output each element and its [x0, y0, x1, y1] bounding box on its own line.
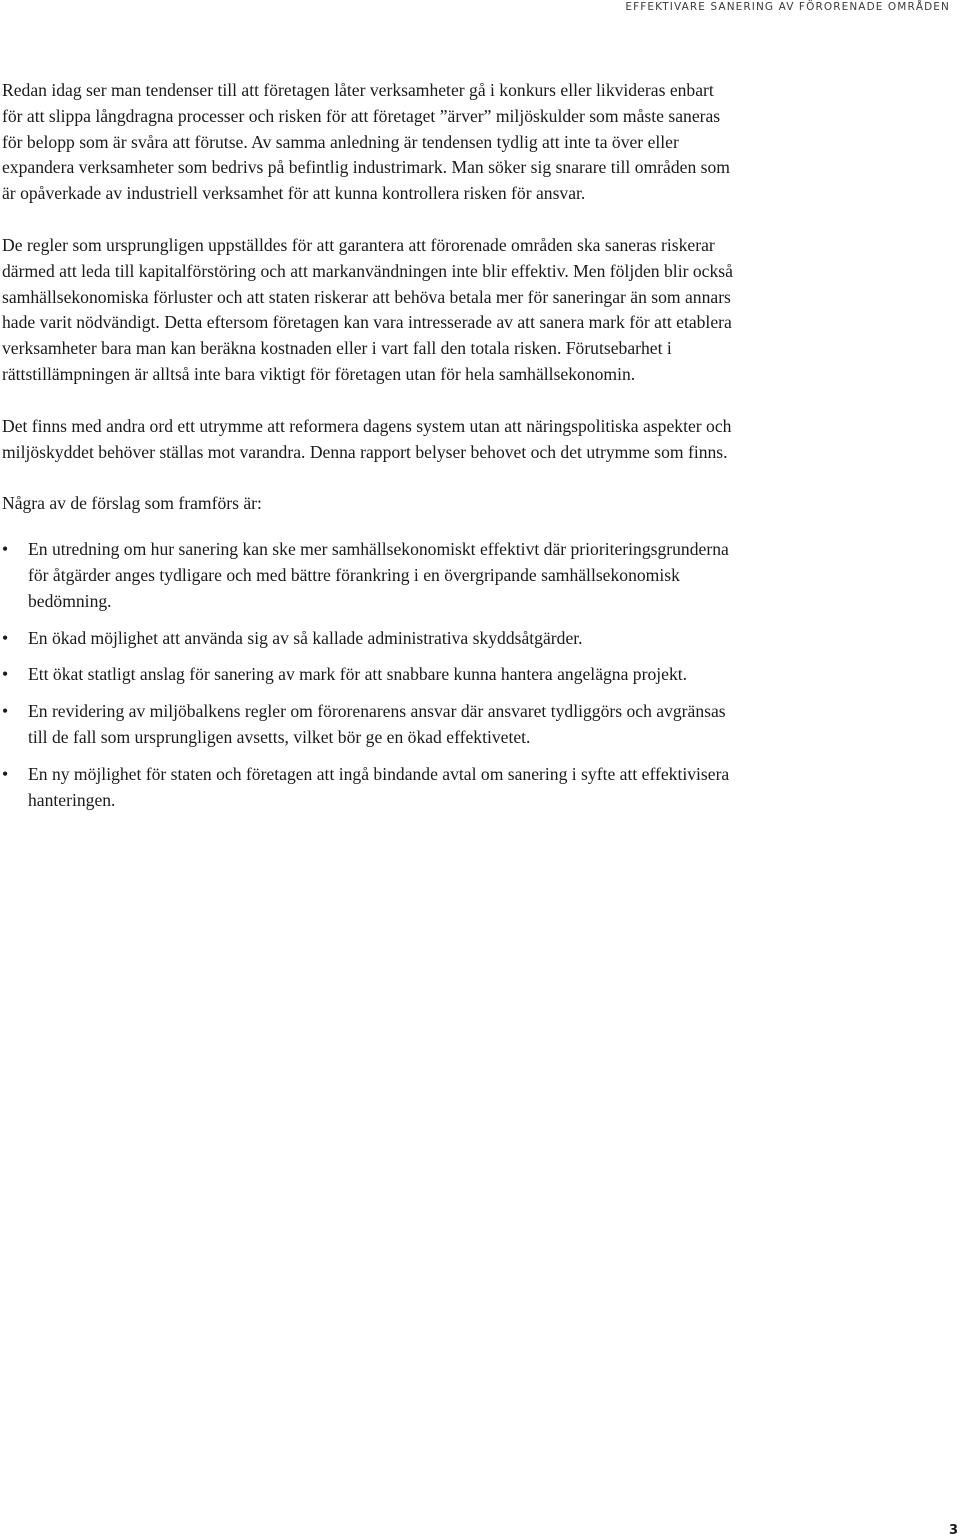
- page-number: 3: [948, 1523, 958, 1538]
- bullet-icon: •: [2, 627, 9, 648]
- list-item-text: En revidering av miljöbalkens regler om förorenarens ansvar där ansvaret tydliggörs och avgränsas till de fall som ursprungligen avsetts, vilket bör ge en ökad effektivetet.: [28, 701, 726, 747]
- list-item-text: En ökad möjlighet att använda sig av så kallade administrativa skyddsåtgärder.: [28, 627, 583, 648]
- page-body: [2, 78, 737, 824]
- list-item-text: En utredning om hur sanering kan ske mer samhällsekonomiskt effektivt där prioriteringsgrunderna för åtgärder anges tydligare och med bättre förankring i en övergripande samhällsekonomisk bedömning.: [28, 539, 729, 611]
- proposal-list: [2, 537, 737, 813]
- bullet-icon: •: [2, 539, 9, 560]
- list-item-text: En ny möjlighet för staten och företagen att ingå bindande avtal om sanering i syfte att effektivisera hanteringen.: [28, 763, 730, 810]
- bullet-icon: •: [2, 701, 9, 722]
- list-item-text: Ett ökat statligt anslag för sanering av mark för att snabbare kunna hantera angelägna projekt.: [28, 664, 688, 685]
- body-paragraph: De regler som ursprungligen uppställdes för att garantera att förorenade områden ska saneras riskerar därmed att leda till kapitalförstöring och att markanvändningen inte blir effektiv. Men följden blir också samhällsekonomiska förluster och att staten riskerar att behöva betala mer för saneringar än som annars hade varit nödvändigt. Detta eftersom företagen kan vara intresserade av att sanera mark för att etablera verksamheter bara man kan beräkna kostnaden eller i vart fall den totala risken. Förutsebarhet i rättstillämpningen är alltså inte bara viktigt för företagen utan för hela samhällsekonomin.: [2, 234, 733, 384]
- body-paragraph: Det finns med andra ord ett utrymme att reformera dagens system utan att näringspolitiska aspekter och miljöskyddet behöver ställas mot varandra. Denna rapport belyser behovet och det utrymme som finns.: [2, 415, 732, 462]
- list-item: [2, 762, 737, 814]
- list-item: [2, 626, 737, 652]
- running-header: EFFEKTIVARE SANERING AV FÖRORENADE OMRÅDEN: [625, 1, 950, 13]
- list-item: [2, 662, 737, 688]
- bullet-icon: •: [2, 763, 9, 784]
- list-intro: Några av de förslag som framförs är:: [2, 493, 262, 514]
- list-item: [2, 699, 737, 751]
- body-paragraph: Redan idag ser man tendenser till att företagen låter verksamheter gå i konkurs eller likvideras enbart för att slippa långdragna processer och risken för att företaget ”ärver” miljöskulder som måste saneras för belopp som är svåra att förutse. Av samma anledning är tendensen tydlig att inte ta över eller expandera verksamheter som bedrivs på befintlig industrimark. Man söker sig snarare till områden som är opåverkade av industriell verksamhet för att kunna kontrollera risken för ansvar.: [2, 80, 730, 204]
- list-item: [2, 537, 737, 614]
- bullet-icon: •: [2, 664, 9, 685]
